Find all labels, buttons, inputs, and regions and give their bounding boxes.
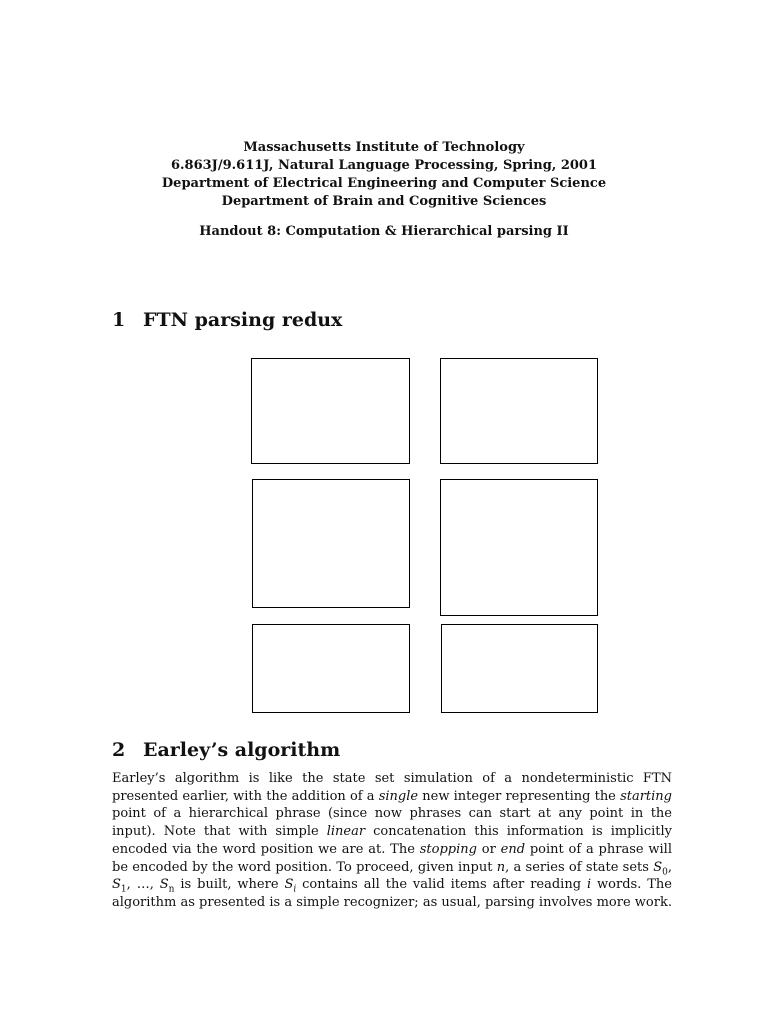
handout-title: Handout 8: Computation & Hierarchical parsing II	[199, 224, 569, 239]
earley-paragraph: Earley’s algorithm is like the state set simulation of a nondeterministic FTN presented earlier, with the addition of a single new integer representing the starting point of a hierarchical phrase (since now phrases can start at any point in the input). Note that with simple linear concatenation this information is implicitly encoded via the word position we are at. The stopping or end point of a phrase will be encoded by the word position. To proceed, given input n, a series of state sets $S_0$, $S_1$, …, $S_n$ is built, where $S_i$ contains all the valid items after reading i words. The algorithm as presented is a simple recognizer; as usual, parsing involves more work.	[112, 771, 672, 910]
section-title: Earley’s algorithm	[143, 739, 341, 761]
document-header	[0, 139, 768, 241]
figure-box	[252, 624, 410, 713]
section-title: FTN parsing redux	[143, 309, 343, 331]
section-number: 2	[112, 739, 126, 761]
course-title: 6.863J/9.611J, Natural Language Processing, Spring, 2001	[170, 158, 598, 173]
section-1-heading	[112, 309, 342, 331]
section-2-heading	[112, 739, 340, 761]
department-eecs: Department of Electrical Engineering and Computer Science	[161, 176, 607, 191]
figure-box	[440, 358, 598, 464]
figure-box	[440, 479, 598, 616]
institution: Massachusetts Institute of Technology	[243, 140, 525, 155]
figure-box	[441, 624, 598, 713]
section-number: 1	[112, 309, 126, 331]
figure-box	[252, 479, 410, 608]
figure-box	[251, 358, 410, 464]
department-bcs: Department of Brain and Cognitive Sciences	[221, 194, 547, 209]
